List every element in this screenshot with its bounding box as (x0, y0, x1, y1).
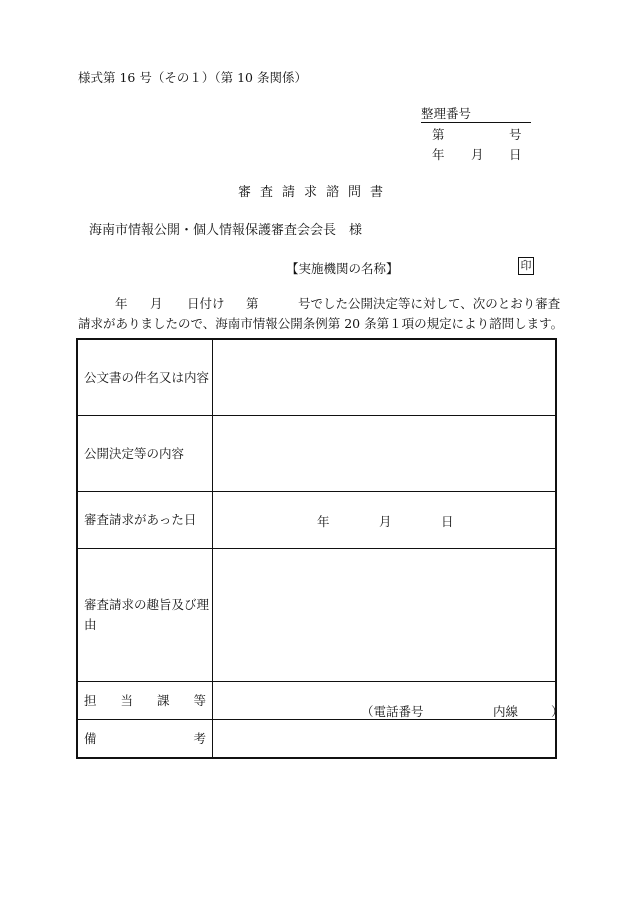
row-label-remarks (77, 720, 213, 759)
inquiry-form-table (76, 338, 564, 759)
label-char: 等 (193, 692, 206, 708)
row-value-document-subject[interactable] (213, 339, 557, 416)
row-value-remarks[interactable] (213, 720, 557, 759)
table-row (77, 720, 556, 759)
row-value-request-date[interactable] (213, 492, 557, 549)
header-date-day: 日 (509, 147, 522, 162)
body-month: 月 (150, 296, 163, 311)
request-date-year: 年 (317, 514, 330, 529)
table-row (77, 339, 556, 416)
row-value-department[interactable] (213, 682, 564, 720)
row-label-decision-content: 公開決定等の内容 (77, 416, 213, 492)
body-number-text: 号でした公開決定等に対して、次のとおり審査 (298, 296, 561, 311)
agency-name-label: 【実施機関の名称】 (286, 261, 399, 276)
label-char: 担 (84, 692, 97, 708)
body-dated: 日付け (187, 296, 225, 311)
table-row (77, 492, 556, 549)
label-char: 当 (120, 692, 133, 708)
form-number: 様式第 16 号（その１）（第 10 条関係） (78, 70, 307, 85)
table-row (77, 549, 556, 682)
request-date-day: 日 (441, 514, 454, 529)
label-char: 備 (84, 730, 97, 746)
reference-number-prefix: 第 (432, 127, 445, 142)
row-value-decision-content[interactable] (213, 416, 557, 492)
row-label-document-subject: 公文書の件名又は内容 (77, 339, 213, 416)
label-char: 課 (156, 692, 170, 708)
header-date-year: 年 (432, 147, 445, 162)
addressee: 海南市情報公開・個人情報保護審査会会長 様 (89, 223, 363, 238)
table-row (77, 416, 556, 492)
request-date-month: 月 (379, 514, 392, 529)
document-title: 審査請求諮問書 (237, 185, 392, 200)
reference-number-suffix: 号 (509, 127, 522, 142)
body-text-line-2: 請求がありましたので、海南市情報公開条例第 20 条第１項の規定により諮問します。 (78, 316, 564, 331)
body-number-prefix: 第 (246, 296, 259, 311)
row-label-request-date: 審査請求があった日 (77, 492, 213, 549)
phone-open-label: （電話番号 (361, 704, 424, 719)
row-label-department (77, 682, 213, 720)
header-date-month: 月 (471, 147, 484, 162)
reference-number-label: 整理番号 (421, 106, 531, 123)
seal-stamp-box: 印 (518, 257, 534, 275)
phone-close-paren: ） (551, 704, 564, 719)
body-year: 年 (115, 296, 128, 311)
row-value-request-purpose[interactable] (213, 549, 557, 682)
table-row (77, 682, 556, 720)
row-label-request-purpose: 審査請求の趣旨及び理由 (77, 549, 213, 682)
label-char: 考 (193, 730, 206, 746)
extension-label: 内線 (493, 704, 519, 719)
